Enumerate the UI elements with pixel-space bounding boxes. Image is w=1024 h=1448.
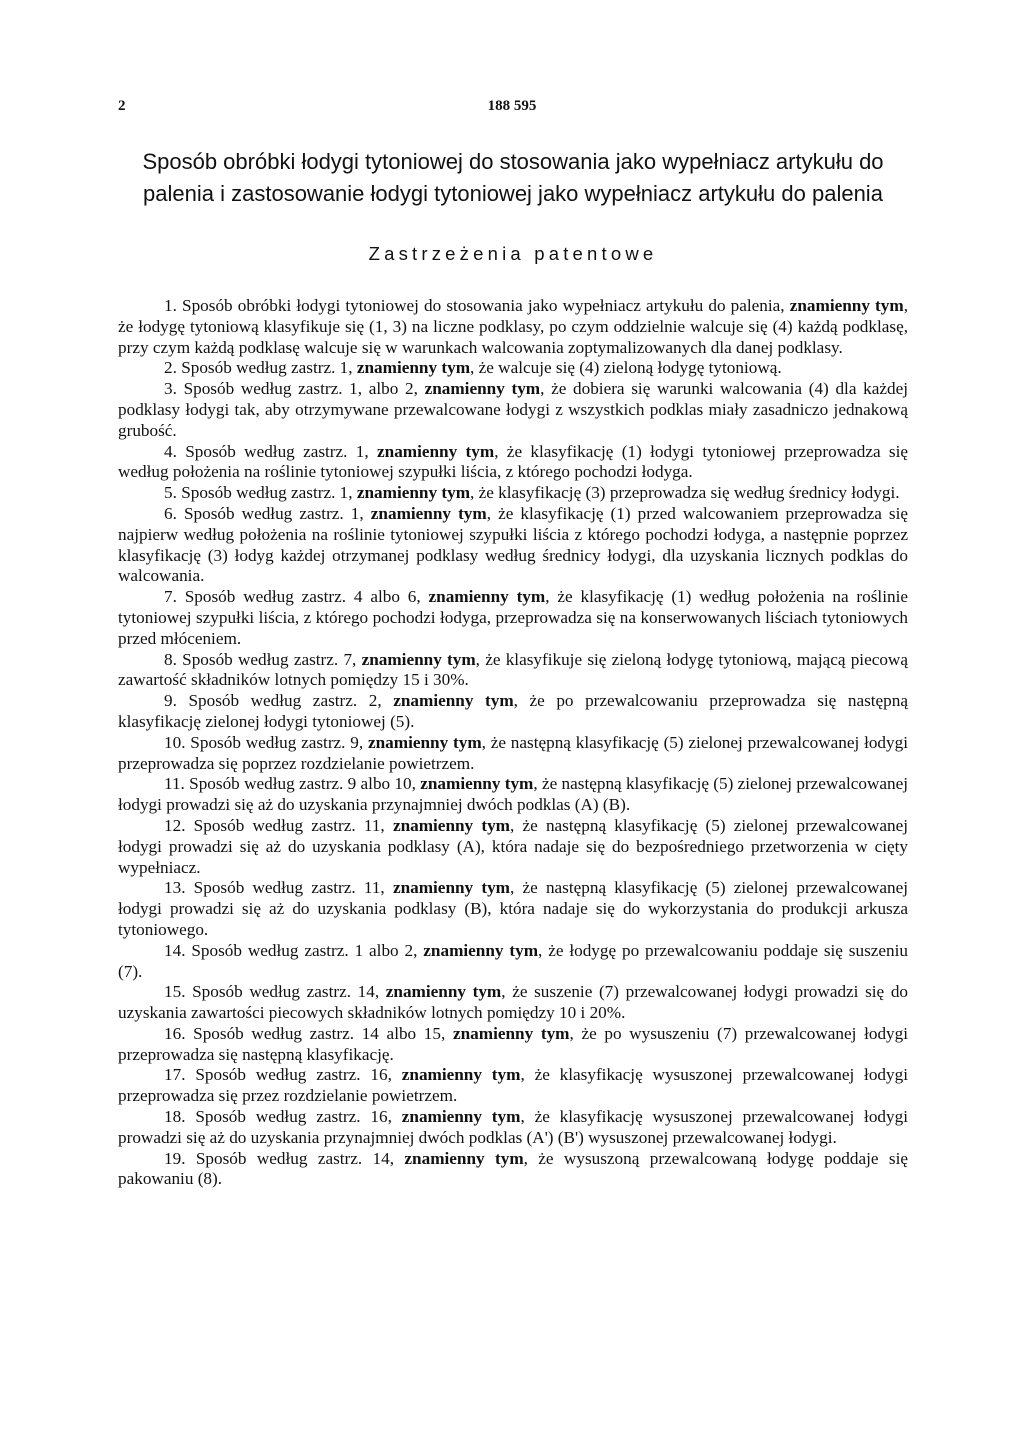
claim-18: 18. Sposób według zastrz. 16, znamienny tym, że klasyfikację wysuszonej przewalcowanej łodygi prowadzi się aż do uzyskania przynajmniej dwóch podklas (A') (B') wysuszonej przewalcowanej łodygi.	[118, 1107, 908, 1147]
claim-7: 7. Sposób według zastrz. 4 albo 6, znamienny tym, że klasyfikację (1) według położenia na roślinie tytoniowej szypułki liścia, z którego pochodzi łodyga, przeprowadza się na konserwowanych liściach tytoniowych przed młóceniem.	[118, 587, 908, 648]
claim-4: 4. Sposób według zastrz. 1, znamienny tym, że klasyfikację (1) łodygi tytoniowej przeprowadza się według położenia na roślinie tytoniowej szypułki liścia, z którego pochodzi łodyga.	[118, 441, 909, 482]
claim-3: 3. Sposób według zastrz. 1, albo 2, znamienny tym, że dobiera się warunki walcowania (4) dla każdej podklasy łodygi tak, aby otrzymywane przewalcowane łodygi z wszystkich podklas miały zasadniczo jednakową grubość.	[118, 379, 908, 440]
claim-5: 5. Sposób według zastrz. 1, znamienny tym, że klasyfikację (3) przeprowadza się według średnicy łodygi.	[164, 483, 900, 503]
claim-10: 10. Sposób według zastrz. 9, znamienny tym, że następną klasyfikację (5) zielonej przewalcowanej łodygi przeprowadza się poprzez rozdzielanie powietrzem.	[118, 732, 908, 773]
claim-19: 19. Sposób według zastrz. 14, znamienny tym, że wysuszoną przewalcowaną łodygę poddaje się pakowaniu (8).	[118, 1148, 908, 1189]
page-number: 2	[118, 98, 126, 114]
claim-1: 1. Sposób obróbki łodygi tytoniowej do stosowania jako wypełniacz artykułu do palenia, znamienny tym, że łodygę tytoniową klasyfikuje się (1, 3) na liczne podklasy, po czym oddzielnie walcuje się (4) każdą podklasę, przy czym każdą podklasę walcuje się w warunkach walcowania zoptymalizowanych dla danej podklasy.	[118, 296, 908, 357]
claim-9: 9. Sposób według zastrz. 2, znamienny tym, że po przewalcowaniu przeprowadza się następną klasyfikację zielonej łodygi tytoniowej (5).	[118, 691, 908, 731]
claim-6: 6. Sposób według zastrz. 1, znamienny tym, że klasyfikację (1) przed walcowaniem przeprowadza się najpierw według położenia na roślinie tytoniowej szypułki liścia z którego pochodzi łodyga, a następnie poprzez klasyfikację (3) łodyg każdej otrzymanej podklasy według średnicy łodygi, dla uzyskania licznych podklas do walcowania.	[118, 503, 908, 586]
claim-17: 17. Sposób według zastrz. 16, znamienny tym, że klasyfikację wysuszonej przewalcowanej łodygi przeprowadza się przez rozdzielanie powietrzem.	[118, 1065, 908, 1106]
section-heading: Zastrzeżenia patentowe	[368, 243, 658, 264]
claim-16: 16. Sposób według zastrz. 14 albo 15, znamienny tym, że po wysuszeniu (7) przewalcowanej łodygi przeprowadza się następną klasyfikację.	[118, 1023, 908, 1064]
claim-13: 13. Sposób według zastrz. 11, znamienny tym, że następną klasyfikację (5) zielonej przewalcowanej łodygi prowadzi się aż do uzyskania podklasy (B), która nadaje się do wykorzystania do produkcji arkusza tytoniowego.	[118, 878, 909, 939]
page-header	[118, 98, 906, 122]
claim-14: 14. Sposób według zastrz. 1 albo 2, znamienny tym, że łodygę po przewalcowaniu poddaje się suszeniu (7).	[118, 940, 908, 981]
claim-11: 11. Sposób według zastrz. 9 albo 10, znamienny tym, że następną klasyfikację (5) zielonej przewalcowanej łodygi prowadzi się aż do uzyskania przynajmniej dwóch podklas (A) (B).	[118, 774, 908, 815]
claim-12: 12. Sposób według zastrz. 11, znamienny tym, że następną klasyfikację (5) zielonej przewalcowanej łodygi prowadzi się aż do uzyskania podklasy (A), która nadaje się do bezpośredniego przetworzenia w cięty wypełniacz.	[118, 815, 909, 877]
claim-15: 15. Sposób według zastrz. 14, znamienny tym, że suszenie (7) przewalcowanej łodygi prowadzi się do uzyskania zawartości piecowych składników lotnych pomiędzy 10 i 20%.	[118, 982, 909, 1023]
claim-8: 8. Sposób według zastrz. 7, znamienny tym, że klasyfikuje się zieloną łodygę tytoniową, mającą piecową zawartość składników lotnych pomiędzy 15 i 30%.	[118, 649, 908, 690]
claim-2: 2. Sposób według zastrz. 1, znamienny tym, że walcuje się (4) zieloną łodygę tytoniową.	[164, 358, 782, 378]
claims-list	[118, 296, 908, 1190]
patent-number: 188 595	[487, 98, 537, 114]
document-title: Sposób obróbki łodygi tytoniowej do stosowania jako wypełniacz artykułu do palenia i zastosowanie łodygi tytoniowej jako wypełniacz artykułu do palenia	[142, 149, 884, 206]
